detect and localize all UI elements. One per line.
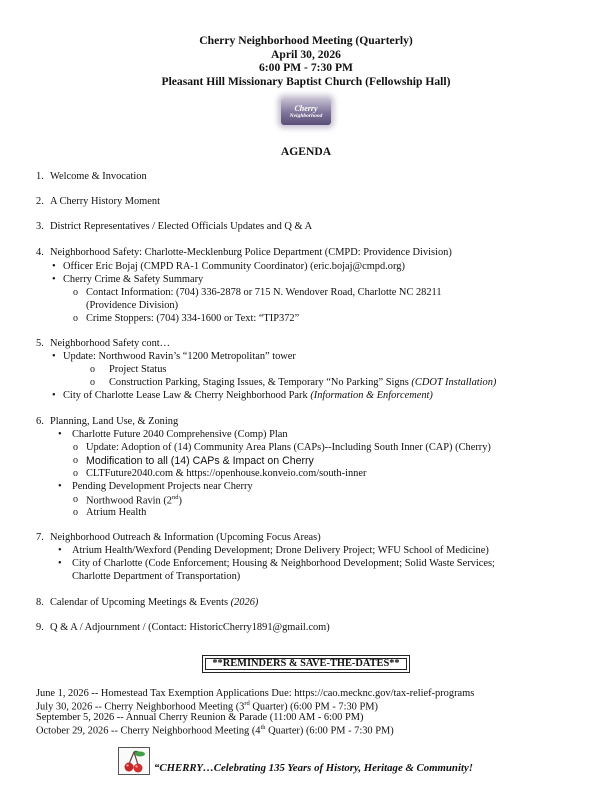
item-text: Neighborhood Outreach & Information (Upcoming Focus Areas)	[50, 532, 321, 543]
item-text: Neighborhood Safety cont…	[50, 338, 171, 349]
sub-bullet-text: Update: Adoption of (14) Community Area Plans (CAPs)--Including South Inner (CAP) (Cherry)	[86, 442, 491, 453]
sub-bullet-text: Crime Stoppers: (704) 334-1600 or Text: “TIP372”	[86, 313, 300, 324]
bullet-text-cont: Charlotte Department of Transportation)	[72, 571, 241, 582]
reminder-text-end: Quarter) (6:00 PM - 7:30 PM)	[265, 725, 394, 737]
sub-bullet-glyph: o	[73, 468, 78, 479]
sub-bullet-text: Atrium Health	[86, 507, 147, 518]
meeting-date: April 30, 2026	[271, 47, 341, 61]
reminder-text: October 29, 2026 -- Cherry Neighborhood Meeting (4	[36, 725, 261, 737]
reminder-text-end: Quarter) (6:00 PM - 7:30 PM)	[249, 701, 378, 713]
sub-bullet-text: CLTFuture2040.com & https://openhouse.konveio.com/south-inner	[86, 468, 367, 479]
item-number: 4.	[36, 247, 44, 258]
reminder-text: July 30, 2026 -- Cherry Neighborhood Meeting (3	[36, 701, 245, 713]
bullet-text: Officer Eric Bojaj (CMPD RA-1 Community Coordinator) (eric.bojaj@cmpd.org)	[63, 261, 405, 272]
sub-bullet-glyph: o	[73, 455, 78, 466]
bullet-glyph: •	[52, 274, 56, 285]
logo-text-line2: Neighborhood	[289, 113, 323, 119]
sub-bullet-text: Contact Information: (704) 336-2878 or 715 N. Wendover Road, Charlotte NC 28211	[86, 287, 442, 298]
item-number: 2.	[36, 196, 44, 207]
footer-tagline: “CHERRY…Celebrating 135 Years of History, Heritage & Community!	[154, 762, 473, 774]
item-number: 5.	[36, 338, 44, 349]
item-number: 6.	[36, 416, 44, 427]
sub-bullet-glyph: o	[73, 494, 78, 505]
item-text: Planning, Land Use, & Zoning	[50, 416, 179, 427]
bullet-text: Charlotte Future 2040 Comprehensive (Comp) Plan	[72, 429, 288, 440]
sub-bullet-glyph: o	[73, 287, 78, 298]
sub-bullet-glyph: o	[73, 507, 78, 518]
calendar-year: (2026)	[230, 597, 259, 608]
cherry-icon	[118, 747, 150, 775]
bullet-glyph: •	[52, 261, 56, 272]
item-number: 3.	[36, 221, 44, 232]
item-text: Neighborhood Safety: Charlotte-Mecklenburg Police Department (CMPD: Providence Division)	[50, 247, 452, 258]
calendar-text: Calendar of Upcoming Meetings & Events	[50, 597, 229, 608]
reminder-reunion: September 5, 2026 -- Annual Cherry Reunion & Parade (11:00 AM - 6:00 PM)	[36, 712, 364, 723]
item-text: District Representatives / Elected Officials Updates and Q & A	[50, 221, 313, 232]
cdot-note: (CDOT Installation)	[411, 377, 497, 388]
bullet-text: City of Charlotte (Code Enforcement; Housing & Neighborhood Development; Solid Waste Services;	[72, 558, 495, 569]
reminder-homestead: June 1, 2026 -- Homestead Tax Exemption Applications Due: https://cao.mecknc.gov/tax-relief-programs	[36, 688, 475, 699]
bullet-glyph: •	[58, 558, 62, 569]
sub-bullet-glyph: o	[90, 377, 95, 388]
sub-bullet-text-cont: (Providence Division)	[86, 300, 179, 311]
sub-bullet-glyph: o	[73, 313, 78, 324]
bullet-text: Update: Northwood Ravin’s “1200 Metropolitan” tower	[63, 351, 296, 362]
bullet-text	[63, 390, 433, 403]
bullet-text: Atrium Health/Wexford (Pending Development; Drone Delivery Project; WFU School of Medicine)	[72, 545, 489, 556]
item-number: 9.	[36, 622, 44, 633]
item-text: Q & A / Adjournment / (Contact: HistoricCherry1891@gmail.com)	[50, 622, 330, 633]
bullet-text: Cherry Crime & Safety Summary	[63, 274, 204, 285]
ordinal-sup: rd	[244, 700, 250, 707]
ordinal-sup: nd	[172, 494, 179, 501]
item-number: 7.	[36, 532, 44, 543]
meeting-header	[0, 34, 612, 89]
item-text: Welcome & Invocation	[50, 171, 147, 182]
sub-bullet-text	[109, 377, 496, 390]
item-text: A Cherry History Moment	[50, 196, 160, 207]
bullet-glyph: •	[58, 429, 62, 440]
logo-text-line1: Cherry	[294, 104, 318, 113]
bullet-glyph: •	[58, 481, 62, 492]
item-text	[50, 597, 258, 610]
agenda-title: AGENDA	[280, 145, 332, 158]
ordinal-sup: th	[260, 724, 266, 731]
cherry-neighborhood-logo	[281, 98, 331, 125]
meeting-title: Cherry Neighborhood Meeting (Quarterly)	[199, 34, 413, 47]
sub-bullet-glyph: o	[90, 364, 95, 375]
construction-text: Construction Parking, Staging Issues, & Temporary “No Parking” Signs	[109, 377, 409, 388]
sub-bullet-text: Modification to all (14) CAPs & Impact on Cherry	[86, 455, 314, 467]
bullet-text: Pending Development Projects near Cherry	[72, 481, 253, 492]
reminder-october-meeting	[36, 724, 394, 738]
bullet-glyph: •	[52, 351, 56, 362]
item-number: 1.	[36, 171, 44, 182]
meeting-time: 6:00 PM - 7:30 PM	[258, 61, 353, 75]
item-number: 8.	[36, 597, 44, 608]
bullet-glyph: •	[52, 390, 56, 401]
sub-bullet-glyph: o	[73, 442, 78, 453]
northwood-close: )	[178, 495, 182, 507]
northwood-text: Northwood Ravin (2	[86, 495, 173, 507]
lease-law-text: City of Charlotte Lease Law & Cherry Neighborhood Park	[63, 390, 308, 401]
sub-bullet-text: Project Status	[109, 364, 167, 375]
cherry-icon-graphic	[119, 748, 149, 774]
reminders-heading: **REMINDERS & SAVE-THE-DATES**	[202, 655, 410, 673]
bullet-glyph: •	[58, 545, 62, 556]
meeting-location: Pleasant Hill Missionary Baptist Church (Fellowship Hall)	[161, 75, 451, 89]
enforcement-note: (Information & Enforcement)	[310, 390, 433, 401]
